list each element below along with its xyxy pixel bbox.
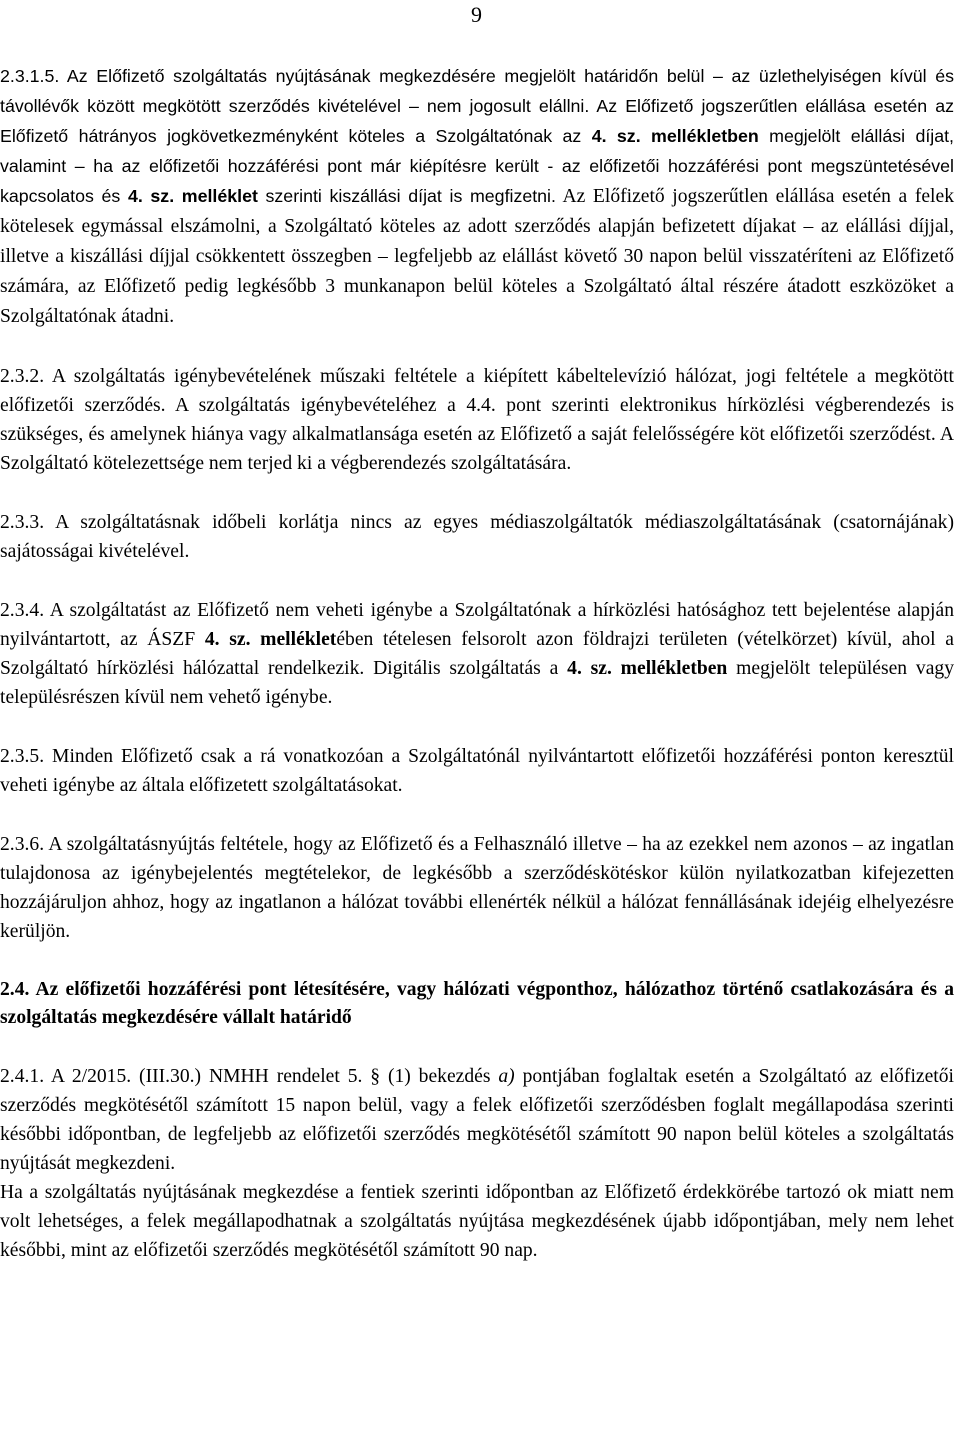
paragraph-text: ében tételesen felsorolt azon földrajzi területen (vételkörzet) kívül, ahol a Szolgáltató hírközlési hálózattal rendelkezik. Digitális szolgáltatás a — [0, 629, 955, 679]
paragraph-2-4-1-continued: Ha a szolgáltatás nyújtásának megkezdése a fentiek szerinti időpontban az Előfizető érdekkörébe tartozó ok miatt nem volt lehetséges, a felek megállapodhatnak a szolgáltatás nyújtása megkezdésének újabb időpontjában, mely nem lehet későbbi, mint az előfizetői szerződés megkötésétől számított 90 nap. — [0, 1182, 954, 1261]
paragraph-2-3-2: 2.3.2. A szolgáltatás igénybevételének műszaki feltétele a kiépített kábeltelevízió hálózat, jogi feltétele a megkötött előfizetői szerződés. A szolgáltatás igénybevételéhez a 4.4. pont szerinti elektronikus hírközlési végberendezés is szükséges, és amelynek hiánya vagy alkalmatlansága esetén az Előfizető a saját felelősségére köt előfizetői szerződést. A Szolgáltató kötelezettsége nem terjed ki a végberendezés szolgáltatására. — [0, 366, 954, 474]
paragraph-text: megjelölt elállási díjat, valamint – ha az előfizetői hozzáférési pont már kiépítésre került - az előfizetői hozzáférési pont megszüntetésével kapcsolatos és — [0, 126, 954, 206]
document-body — [0, 62, 954, 1265]
paragraph-text: megjelölt településen vagy településrészen kívül nem vehető igénybe. — [0, 658, 955, 708]
paragraph-2-3-3: 2.3.3. A szolgáltatásnak időbeli korlátja nincs az egyes médiaszolgáltatók médiaszolgáltatásának (csatornájának) sajátosságai kivételével. — [0, 512, 954, 562]
paragraph-2-3-4 — [0, 596, 954, 712]
paragraph-2-3-6: 2.3.6. A szolgáltatásnyújtás feltétele, hogy az Előfizető és a Felhasználó illetve – ha az ezekkel nem azonos – az ingatlan tulajdonosa az igénybejelentés megtételekor, de legkésőbb a szerződéskötéskor külön nyilatkozatban kifejezetten hozzájáruljon ahhoz, hogy az ingatlanon a hálózat további ellenérték nélkül a hálózat fennállásának idejéig elhelyezésre kerüljön. — [0, 834, 954, 942]
page-number: 9 — [471, 2, 482, 27]
paragraph-text: 2.4.1. A 2/2015. (III.30.) NMHH rendelet 5. § (1) bekezdés — [0, 1066, 499, 1087]
annex-reference: 4. sz. melléklet — [127, 186, 258, 206]
paragraph-text: 2.3.1.5. Az Előfizető szolgáltatás nyújtásának megkezdésére megjelölt határidőn belül – az üzlethelyiségen kívül és távollévők között megkötött szerződés kivételével – nem jogosult elállni. Az Előfizető jogszerűtlen elállása esetén az Előfizető hátrányos jogkövetkezményként köteles a Szolgáltatónak az — [0, 66, 954, 146]
annex-reference: 4. sz. mellékletben — [591, 126, 759, 146]
annex-reference: 4. sz. mellékletben — [567, 658, 728, 679]
annex-reference: 4. sz. melléklet — [204, 629, 337, 650]
paragraph-2-3-1-5 — [0, 62, 954, 332]
paragraph-text: szerinti kiszállási díjat is megfizetni. — [257, 186, 556, 206]
paragraph-text: pontjában foglaltak esetén a Szolgáltató az előfizetői szerződés megkötésétől számított 15 napon belül, vagy a felek előfizetői szerződésben foglalt megállapodása szerinti későbbi időpontban, de legfeljebb az előfizetői szerződés megkötésétől számított 90 napon belül köteles a szolgáltatás nyújtását megkezdeni. — [0, 1066, 954, 1174]
paragraph-2-3-5: 2.3.5. Minden Előfizető csak a rá vonatkozóan a Szolgáltatónál nyilvántartott előfizetői hozzáférési ponton keresztül veheti igénybe az általa előfizetett szolgáltatásokat. — [0, 746, 954, 796]
paragraph-text: Az Előfizető jogszerűtlen elállása esetén a felek kötelesek egymással elszámolni, a Szolgáltató köteles az adott szerződés alapján befizetett díjakat – az elállási díjjal, illetve a kiszállási díjjal csökkentett összegben – legfeljebb az elállást követő 30 napon belül visszatéríteni az Előfizető számára, az Előfizető pedig legkésőbb 3 munkanapon belül köteles a Szolgáltató által részére átadott eszközöket a Szolgáltatónak átadni. — [0, 186, 954, 327]
section-heading-2-4: 2.4. Az előfizetői hozzáférési pont létesítésére, vagy hálózati végponthoz, hálózathoz történő csatlakozására és a szolgáltatás megkezdésére vállalt határidő — [0, 979, 954, 1028]
point-reference: a) — [498, 1066, 515, 1087]
paragraph-2-4-1 — [0, 1062, 954, 1178]
paragraph-text: 2.3.4. A szolgáltatást az Előfizető nem veheti igénybe a Szolgáltatónak a hírközlési hatósághoz tett bejelentése alapján nyilvántartott, az ÁSZF — [0, 600, 954, 650]
